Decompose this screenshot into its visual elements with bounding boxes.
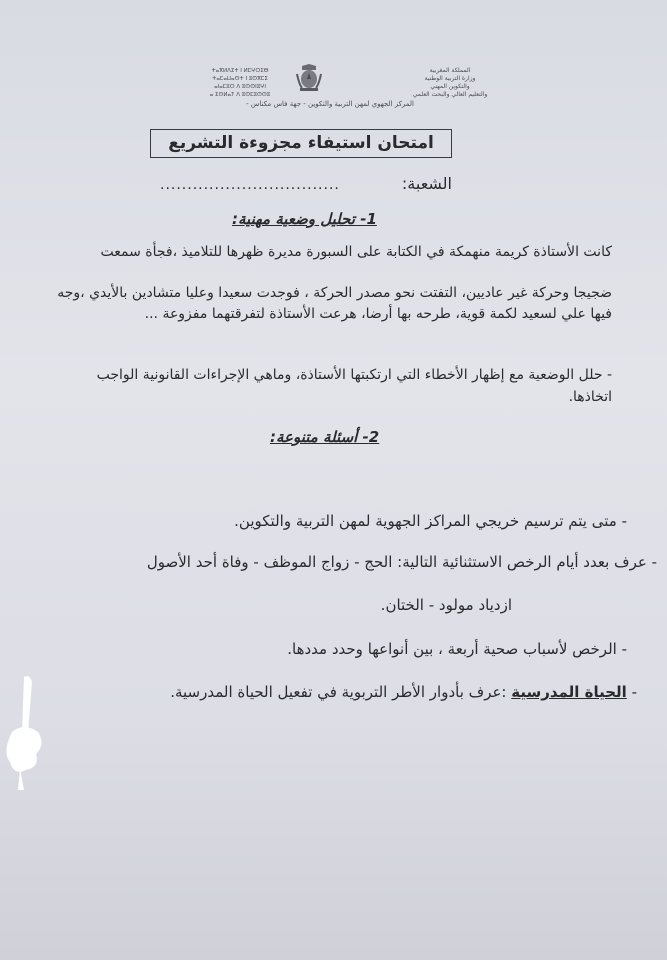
header-right-line: وزارة التربية الوطنية: [424, 75, 476, 82]
question-2-continued: ازدياد مولود - الختان.: [380, 596, 512, 614]
header-left-line: ⴰⵏⴰⵎⵓⵔ ⴷ ⵓⵙⵙⵏⵓⵖⵏ: [214, 84, 266, 90]
part1-paragraph-1: كانت الأستاذة كريمة منهمكة في الكتابة على السبورة مديرة ظهرها للتلاميذ ،فجأة سمعت: [100, 244, 612, 260]
header-center-name: المركز الجهوي لمهن التربية والتكوين - جهة فاس مكناس -: [246, 100, 414, 108]
question-4: [37, 681, 637, 703]
question-1: - متى يتم ترسيم خريجي المراكز الجهوية لمهن التربية والتكوين.: [234, 512, 627, 530]
question-2: - عرف بعدد أيام الرخص الاستثنائية التالية: الحج - زواج الموظف - وفاة أحد الأصول: [146, 553, 657, 571]
header-left-line: ⵜⴰⵎⴰⵡⴰⵙⵜ ⵏ ⵓⵙⴳⵎⵉ: [212, 76, 268, 82]
part1-question: - حلل الوضعية مع إظهار الأخطاء التي ارتكبتها الأستاذة، وماهي الإجراءات القانونية الواجب اتخاذها.: [96, 367, 612, 405]
question-4-text: :عرف بأدوار الأطر التربوية في تفعيل الحياة المدرسية.: [170, 683, 507, 701]
header-arabic-lines: [390, 67, 510, 99]
kingdom-emblem-icon: [296, 64, 322, 92]
part1-paragraph-2: ضجيجا وحركة غير عاديين، التفتت نحو مصدر الحركة ، فوجدت سعيدا وعليا متشادين بالأيدي ،وجه فيها علي لسعيد لكمة قوية، طرحه بها أرضا، هرعت الأستاذة لتفرقتهما مفزوعة ...: [57, 285, 612, 322]
white-marker-mark: [2, 672, 47, 792]
question-4-dash: -: [631, 683, 637, 701]
header-right-line: والتعليم العالي والبحث العلمي: [412, 91, 488, 98]
header-right-line: والتكوين المهني: [430, 83, 470, 90]
part2-heading: 2- أسئلة متنوعة:: [270, 428, 380, 446]
header-right-line: المملكة المغربية: [429, 67, 471, 74]
question-3: - الرخص لأسباب صحية أربعة ، بين أنواعها وحدد مددها.: [287, 640, 627, 658]
header-tifinagh-lines: [180, 67, 300, 99]
question-4-topic: الحياة المدرسية: [511, 683, 627, 701]
header-left-line: ⴰ ⵉⵙⵍⴰⵢ ⴷ ⵓⵙⵎⵓⵙⵙⵓ: [209, 92, 271, 98]
section-label: الشعبة:: [401, 174, 452, 193]
header-left-line: ⵜⴰⴳⵍⴷⵉⵜ ⵏ ⵍⵎⵖⵔⵉⴱ: [211, 68, 269, 74]
part1-heading: 1- تحليل وضعية مهنية:: [232, 210, 377, 228]
section-fill-dots: .................................: [160, 177, 340, 193]
exam-title: امتحان استيفاء مجزوءة التشريع: [150, 129, 452, 158]
official-header: [150, 62, 510, 112]
